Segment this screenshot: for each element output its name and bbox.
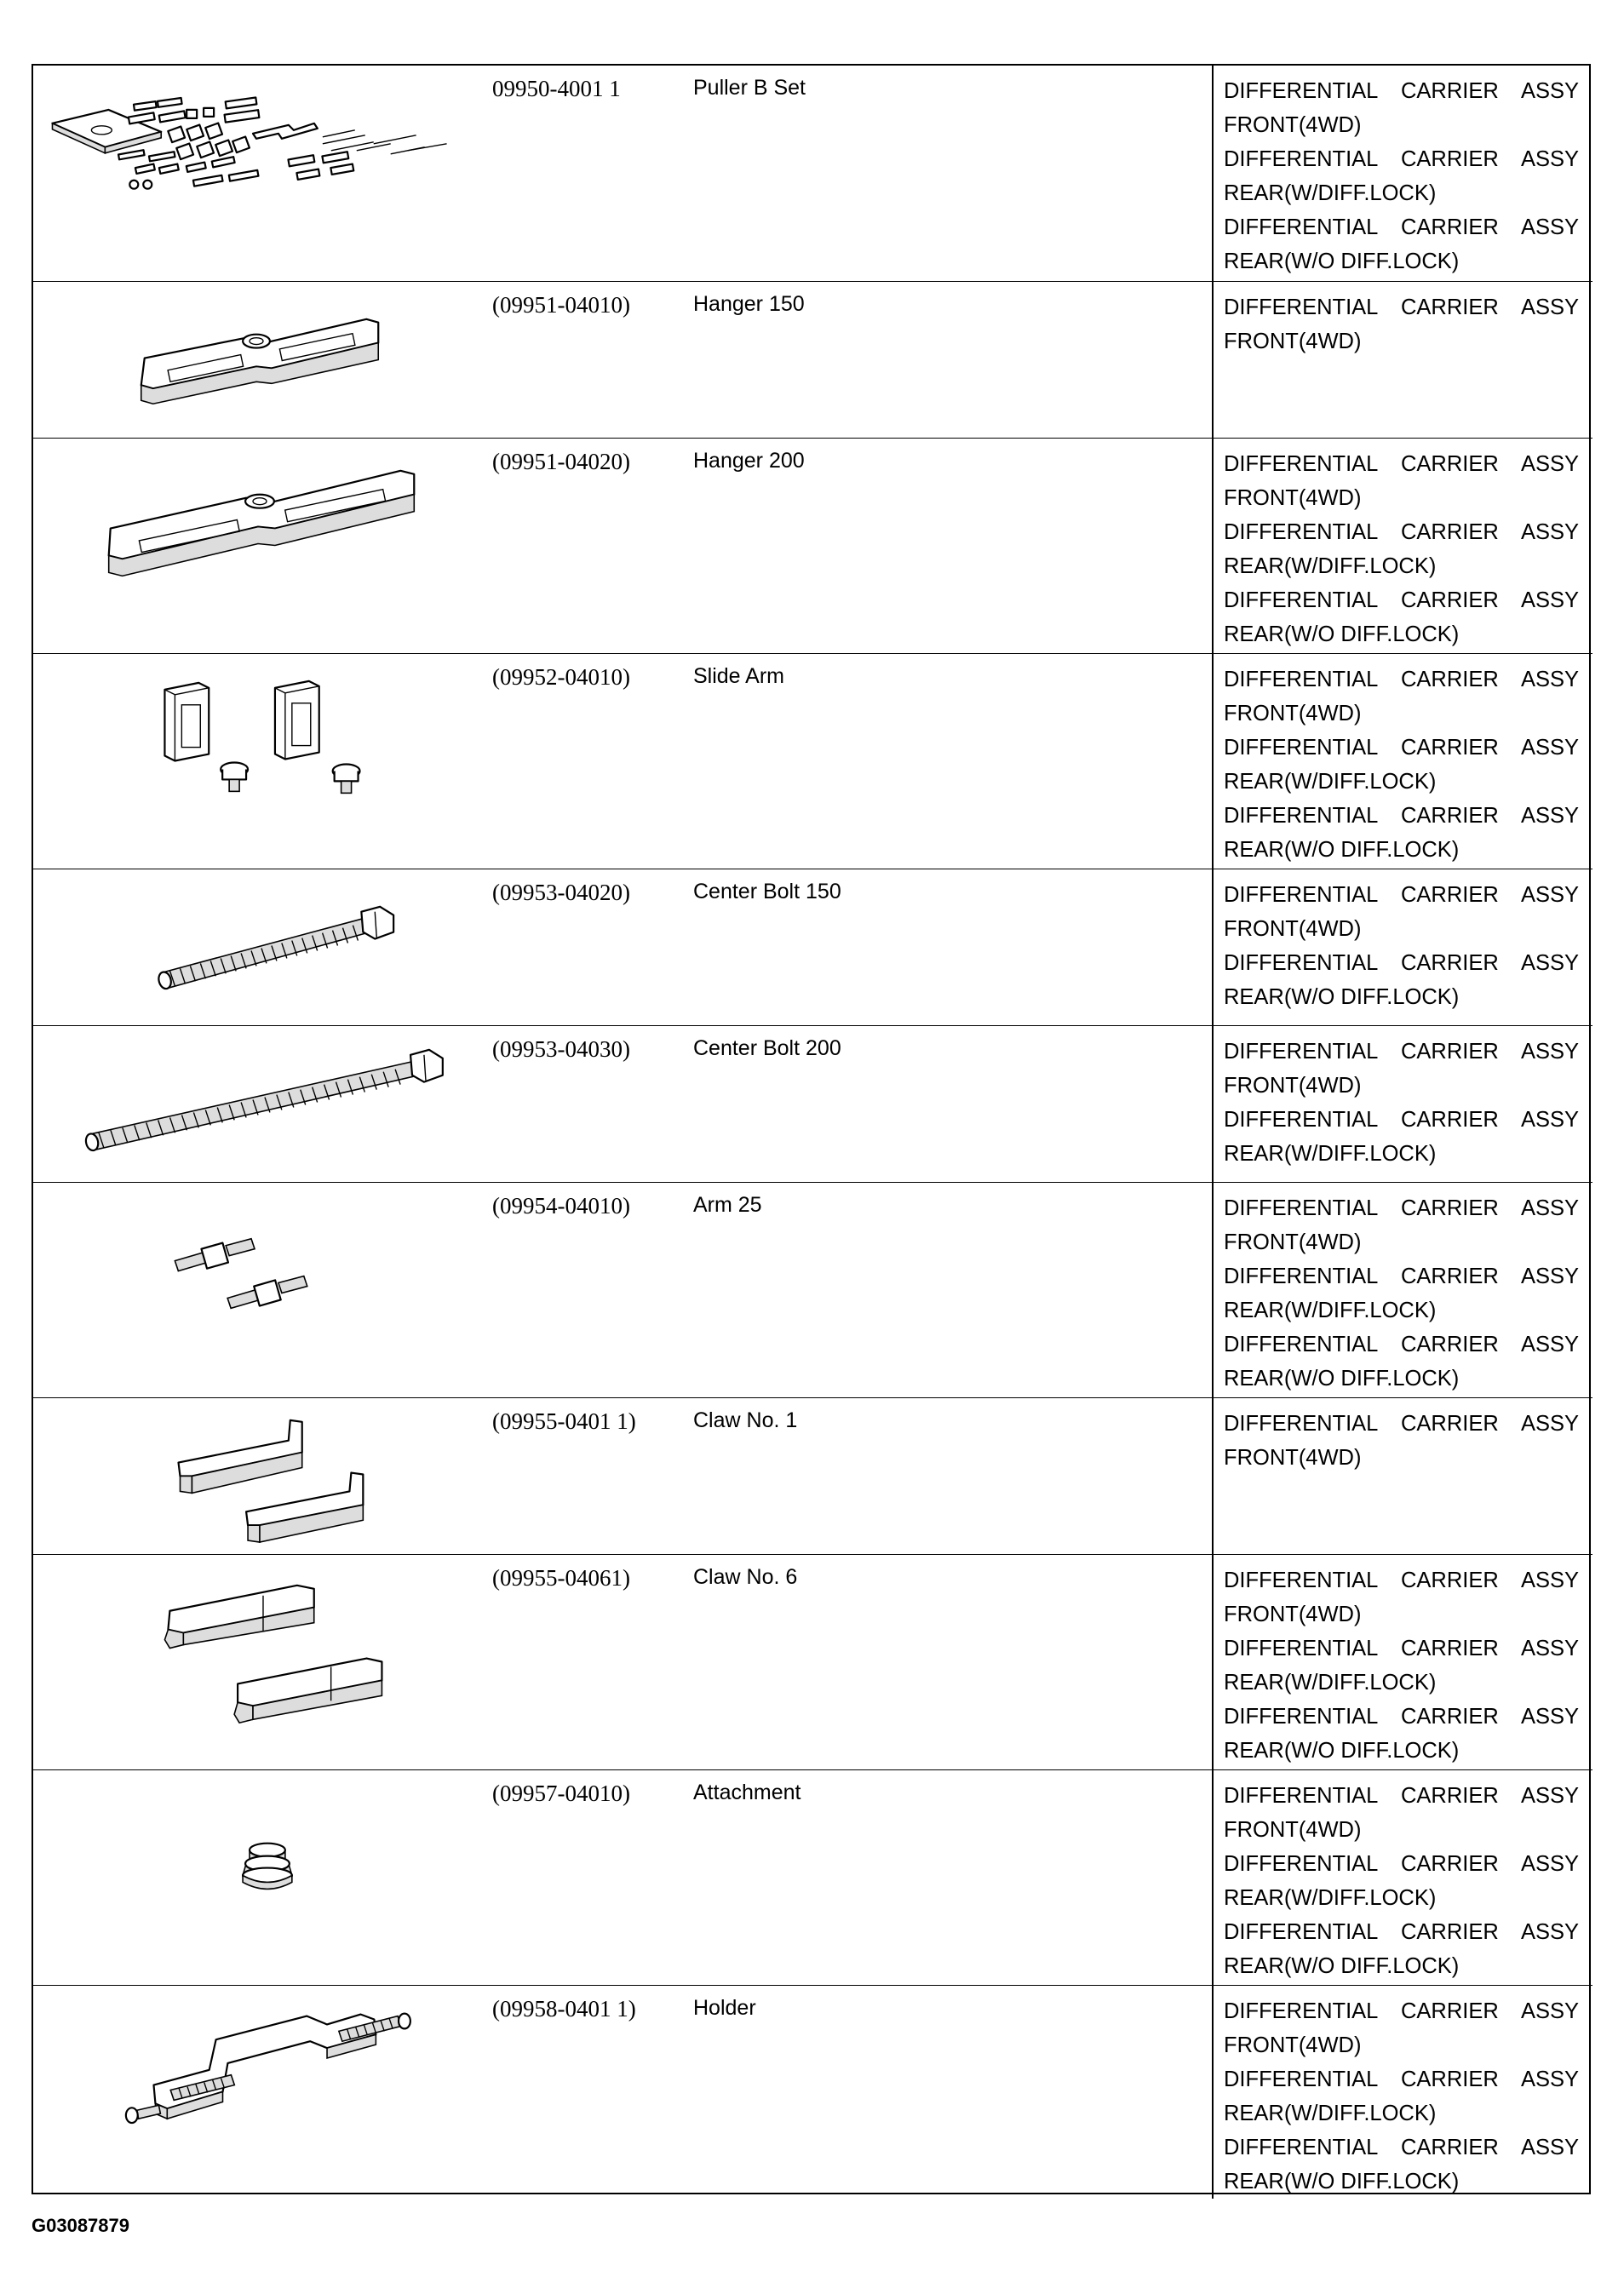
usage-line: REAR(W/DIFF.LOCK) <box>1224 553 1437 578</box>
usage-line: DIFFERENTIAL CARRIER ASSY <box>1224 1039 1579 1064</box>
part-info-cell <box>485 1025 1213 1182</box>
tool-row <box>33 1182 1592 1397</box>
part-info-cell <box>485 281 1213 438</box>
tool-row <box>33 1554 1592 1769</box>
part-number: (09955-0401 1) <box>492 1408 636 1434</box>
usage-cell <box>1213 1182 1592 1397</box>
part-name: Holder <box>693 1995 756 2020</box>
usage-cell <box>1213 869 1592 1025</box>
illustration-cell <box>33 1397 485 1554</box>
illustration-cell <box>33 653 485 869</box>
attachment-illustration <box>33 1770 485 1985</box>
illustration-cell <box>33 1985 485 2199</box>
usage-line: FRONT(4WD) <box>1224 916 1362 941</box>
usage-line: REAR(W/DIFF.LOCK) <box>1224 181 1437 205</box>
part-name: Arm 25 <box>693 1192 762 1217</box>
hanger-150-illustration <box>33 282 485 438</box>
usage-line: DIFFERENTIAL CARRIER ASSY <box>1224 1704 1579 1729</box>
illustration-cell <box>33 1025 485 1182</box>
slide-arm-illustration <box>33 654 485 869</box>
center-bolt-200-illustration <box>33 1026 485 1182</box>
usage-line: REAR(W/DIFF.LOCK) <box>1224 1670 1437 1695</box>
usage-line: REAR(W/O DIFF.LOCK) <box>1224 249 1460 273</box>
illustration-cell <box>33 1769 485 1985</box>
usage-line: FRONT(4WD) <box>1224 701 1362 725</box>
part-info-cell <box>485 1769 1213 1985</box>
usage-line: REAR(W/DIFF.LOCK) <box>1224 1141 1437 1166</box>
usage-line: DIFFERENTIAL CARRIER ASSY <box>1224 295 1579 319</box>
usage-line: DIFFERENTIAL CARRIER ASSY <box>1224 1568 1579 1592</box>
part-number: (09951-04010) <box>492 291 630 318</box>
usage-line: FRONT(4WD) <box>1224 2033 1362 2057</box>
part-name: Attachment <box>693 1780 801 1804</box>
usage-line: REAR(W/O DIFF.LOCK) <box>1224 1738 1460 1763</box>
arm-25-illustration <box>33 1183 485 1397</box>
usage-line: REAR(W/DIFF.LOCK) <box>1224 1885 1437 1910</box>
usage-line: REAR(W/O DIFF.LOCK) <box>1224 984 1460 1009</box>
usage-line: FRONT(4WD) <box>1224 1445 1362 1470</box>
usage-line: DIFFERENTIAL CARRIER ASSY <box>1224 519 1579 544</box>
part-number: (09954-04010) <box>492 1192 630 1219</box>
tool-row <box>33 1769 1592 1985</box>
usage-line: DIFFERENTIAL CARRIER ASSY <box>1224 147 1579 171</box>
usage-cell <box>1213 1769 1592 1985</box>
usage-line: REAR(W/O DIFF.LOCK) <box>1224 1953 1460 1978</box>
usage-line: DIFFERENTIAL CARRIER ASSY <box>1224 588 1579 612</box>
usage-cell <box>1213 1554 1592 1769</box>
hanger-200-illustration <box>33 439 485 653</box>
usage-cell <box>1213 438 1592 653</box>
usage-line: DIFFERENTIAL CARRIER ASSY <box>1224 1411 1579 1436</box>
usage-line: FRONT(4WD) <box>1224 1230 1362 1254</box>
usage-line: DIFFERENTIAL CARRIER ASSY <box>1224 950 1579 975</box>
tool-row <box>33 1985 1592 2199</box>
puller-set-illustration <box>33 66 485 281</box>
usage-line: REAR(W/DIFF.LOCK) <box>1224 769 1437 794</box>
part-name: Claw No. 6 <box>693 1564 798 1589</box>
part-name: Center Bolt 200 <box>693 1035 841 1060</box>
illustration-cell <box>33 66 485 281</box>
usage-line: REAR(W/O DIFF.LOCK) <box>1224 2169 1460 2194</box>
tool-row <box>33 438 1592 653</box>
usage-line: DIFFERENTIAL CARRIER ASSY <box>1224 1196 1579 1220</box>
usage-cell <box>1213 1985 1592 2199</box>
part-info-cell <box>485 438 1213 653</box>
illustration-cell <box>33 869 485 1025</box>
part-info-cell <box>485 1985 1213 2199</box>
part-number: (09957-04010) <box>492 1780 630 1806</box>
usage-cell <box>1213 1025 1592 1182</box>
claw-no-6-illustration <box>33 1555 485 1769</box>
usage-line: DIFFERENTIAL CARRIER ASSY <box>1224 1332 1579 1356</box>
tool-row <box>33 1025 1592 1182</box>
usage-line: DIFFERENTIAL CARRIER ASSY <box>1224 735 1579 760</box>
claw-no-1-illustration <box>33 1398 485 1554</box>
figure-code: G03087879 <box>32 2215 129 2236</box>
part-number: (09951-04020) <box>492 448 630 474</box>
part-name: Puller B Set <box>693 76 806 100</box>
center-bolt-150-illustration <box>33 869 485 1025</box>
usage-line: FRONT(4WD) <box>1224 1602 1362 1626</box>
illustration-cell <box>33 438 485 653</box>
usage-line: DIFFERENTIAL CARRIER ASSY <box>1224 1636 1579 1660</box>
usage-line: REAR(W/DIFF.LOCK) <box>1224 1298 1437 1322</box>
part-info-cell <box>485 1554 1213 1769</box>
usage-line: FRONT(4WD) <box>1224 485 1362 510</box>
part-name: Claw No. 1 <box>693 1408 798 1432</box>
usage-line: DIFFERENTIAL CARRIER ASSY <box>1224 1107 1579 1132</box>
illustration-cell <box>33 281 485 438</box>
part-number: (09952-04010) <box>492 663 630 690</box>
part-info-cell <box>485 1397 1213 1554</box>
tool-row <box>33 1397 1592 1554</box>
part-number: (09958-0401 1) <box>492 1995 636 2022</box>
tool-row <box>33 653 1592 869</box>
tool-row <box>33 281 1592 438</box>
holder-illustration <box>33 1986 485 2199</box>
usage-line: REAR(W/O DIFF.LOCK) <box>1224 837 1460 862</box>
part-number: (09953-04020) <box>492 879 630 905</box>
usage-cell <box>1213 653 1592 869</box>
usage-line: DIFFERENTIAL CARRIER ASSY <box>1224 2135 1579 2159</box>
part-info-cell <box>485 653 1213 869</box>
usage-line: DIFFERENTIAL CARRIER ASSY <box>1224 667 1579 691</box>
usage-line: DIFFERENTIAL CARRIER ASSY <box>1224 882 1579 907</box>
usage-line: FRONT(4WD) <box>1224 329 1362 353</box>
part-name: Hanger 150 <box>693 291 805 316</box>
usage-line: REAR(W/O DIFF.LOCK) <box>1224 622 1460 646</box>
illustration-cell <box>33 1182 485 1397</box>
part-number: (09955-04061) <box>492 1564 630 1591</box>
part-info-cell <box>485 66 1213 281</box>
usage-line: REAR(W/DIFF.LOCK) <box>1224 2101 1437 2125</box>
tool-table <box>33 66 1592 2199</box>
usage-cell <box>1213 66 1592 281</box>
usage-line: FRONT(4WD) <box>1224 113 1362 137</box>
tool-row <box>33 66 1592 281</box>
usage-line: DIFFERENTIAL CARRIER ASSY <box>1224 2067 1579 2091</box>
usage-line: DIFFERENTIAL CARRIER ASSY <box>1224 451 1579 476</box>
part-info-cell <box>485 869 1213 1025</box>
usage-line: DIFFERENTIAL CARRIER ASSY <box>1224 1264 1579 1288</box>
usage-line: DIFFERENTIAL CARRIER ASSY <box>1224 1999 1579 2023</box>
part-info-cell <box>485 1182 1213 1397</box>
part-name: Center Bolt 150 <box>693 879 841 903</box>
part-number: (09953-04030) <box>492 1035 630 1062</box>
usage-line: FRONT(4WD) <box>1224 1817 1362 1842</box>
part-name: Hanger 200 <box>693 448 805 473</box>
usage-line: DIFFERENTIAL CARRIER ASSY <box>1224 1783 1579 1808</box>
part-name: Slide Arm <box>693 663 784 688</box>
tool-row <box>33 869 1592 1025</box>
usage-cell <box>1213 1397 1592 1554</box>
special-tool-table <box>32 64 1591 2194</box>
usage-line: REAR(W/O DIFF.LOCK) <box>1224 1366 1460 1391</box>
usage-cell <box>1213 281 1592 438</box>
usage-line: DIFFERENTIAL CARRIER ASSY <box>1224 79 1579 103</box>
usage-line: DIFFERENTIAL CARRIER ASSY <box>1224 1919 1579 1944</box>
usage-line: DIFFERENTIAL CARRIER ASSY <box>1224 803 1579 828</box>
part-number: 09950-4001 1 <box>492 76 621 101</box>
usage-line: FRONT(4WD) <box>1224 1073 1362 1098</box>
illustration-cell <box>33 1554 485 1769</box>
usage-line: DIFFERENTIAL CARRIER ASSY <box>1224 1851 1579 1876</box>
usage-line: DIFFERENTIAL CARRIER ASSY <box>1224 215 1579 239</box>
